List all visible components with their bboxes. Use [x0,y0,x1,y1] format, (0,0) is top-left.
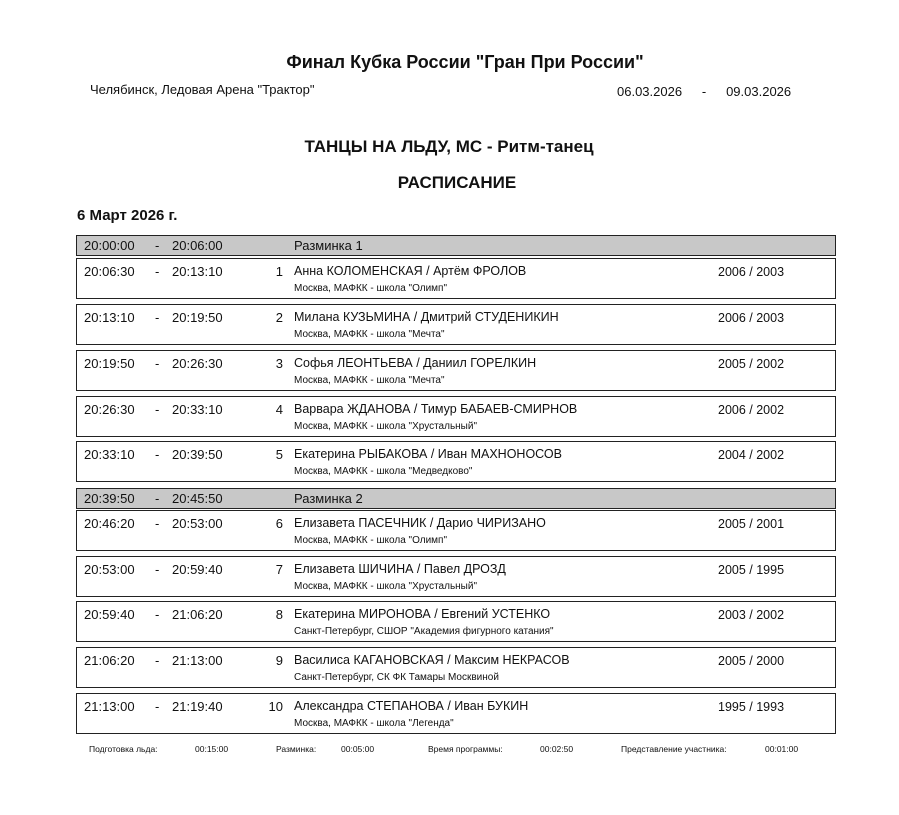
club: Москва, МАФКК - школа "Хрустальный" [294,581,478,592]
entry-row [76,258,836,299]
start-time: 20:26:30 [84,402,135,417]
time-dash: - [155,238,160,253]
start-number: 1 [275,264,283,279]
birth-years: 2005 / 2001 [718,517,785,531]
time-dash: - [155,310,160,325]
start-number: 4 [275,402,283,417]
start-number: 3 [275,356,283,371]
birth-years: 2005 / 2000 [718,654,785,668]
end-time: 20:06:00 [172,238,223,253]
start-number: 7 [275,562,283,577]
couple-names: Василиса КАГАНОВСКАЯ / Максим НЕКРАСОВ [294,653,570,667]
program-time-value: 00:02:50 [540,744,574,754]
couple-names: Александра СТЕПАНОВА / Иван БУКИН [294,699,529,713]
start-time: 21:06:20 [84,653,135,668]
entry-row [76,350,836,391]
couple-names: Екатерина МИРОНОВА / Евгений УСТЕНКО [294,607,551,621]
entry-row [76,556,836,597]
birth-years: 2004 / 2002 [718,448,785,462]
time-dash: - [155,516,160,531]
time-dash: - [155,653,160,668]
entry-row [76,510,836,551]
start-number: 2 [275,310,283,325]
ice-prep-label: Подготовка льда: [89,744,158,754]
club: Москва, МАФКК - школа "Олимп" [294,535,448,546]
couple-names: Елизавета ПАСЕЧНИК / Дарио ЧИРИЗАНО [294,516,546,530]
end-time: 20:33:10 [172,402,223,417]
start-time: 21:13:00 [84,699,135,714]
start-number: 5 [275,447,283,462]
club: Москва, МАФКК - школа "Медведково" [294,466,473,477]
date-end: 09.03.2026 [726,84,792,99]
end-time: 21:19:40 [172,699,223,714]
schedule-heading: РАСПИСАНИЕ [397,173,517,192]
start-number: 6 [275,516,283,531]
birth-years: 2006 / 2002 [718,403,785,417]
time-dash: - [155,491,160,506]
time-dash: - [155,447,160,462]
warmup-duration-label: Разминка: [276,744,317,754]
date-start: 06.03.2026 [617,84,683,99]
start-number: 8 [275,607,283,622]
date-range [617,84,791,99]
club: Москва, МАФКК - школа "Олимп" [294,283,448,294]
ice-prep-value: 00:15:00 [195,744,229,754]
competition-title: Финал Кубка России "Гран При России" [286,52,644,72]
birth-years: 2006 / 2003 [718,311,785,325]
time-dash: - [155,402,160,417]
entry-row [76,647,836,688]
warmup-label: Разминка 1 [294,238,363,253]
birth-years: 1995 / 1993 [718,700,785,714]
start-time: 20:13:10 [84,310,135,325]
warmup-label: Разминка 2 [294,491,363,506]
end-time: 20:39:50 [172,447,223,462]
start-time: 20:19:50 [84,356,135,371]
couple-names: Екатерина РЫБАКОВА / Иван МАХНОНОСОВ [294,447,562,461]
intro-time-label: Представление участника: [621,744,727,754]
time-dash: - [155,607,160,622]
end-time: 20:19:50 [172,310,223,325]
club: Санкт-Петербург, СК ФК Тамары Москвиной [294,672,499,683]
birth-years: 2006 / 2003 [718,265,785,279]
entry-row [76,441,836,482]
couple-names: Елизавета ШИЧИНА / Павел ДРОЗД [294,562,506,576]
venue: Челябинск, Ледовая Арена "Трактор" [90,82,315,97]
start-number: 10 [268,699,283,714]
start-time: 20:33:10 [84,447,135,462]
club: Москва, МАФКК - школа "Хрустальный" [294,421,478,432]
couple-names: Анна КОЛОМЕНСКАЯ / Артём ФРОЛОВ [294,264,527,278]
club: Санкт-Петербург, СШОР "Академия фигурного катания" [294,626,554,637]
day-heading: 6 Март 2026 г. [77,207,178,224]
end-time: 20:53:00 [172,516,223,531]
warmup-row [76,235,836,256]
time-dash: - [155,699,160,714]
couple-names: Милана КУЗЬМИНА / Дмитрий СТУДЕНИКИН [294,310,559,324]
entry-row [76,693,836,734]
event-title: ТАНЦЫ НА ЛЬДУ, МС - Ритм-танец [304,137,594,156]
birth-years: 2003 / 2002 [718,608,785,622]
entry-row [76,396,836,437]
birth-years: 2005 / 2002 [718,357,785,371]
end-time: 20:13:10 [172,264,223,279]
end-time: 21:13:00 [172,653,223,668]
couple-names: Варвара ЖДАНОВА / Тимур БАБАЕВ-СМИРНОВ [294,402,578,416]
time-dash: - [155,562,160,577]
end-time: 20:26:30 [172,356,223,371]
start-time: 20:46:20 [84,516,135,531]
start-number: 9 [275,653,283,668]
end-time: 20:59:40 [172,562,223,577]
warmup-duration-value: 00:05:00 [341,744,375,754]
end-time: 20:45:50 [172,491,223,506]
start-time: 20:59:40 [84,607,135,622]
program-time-label: Время программы: [428,744,503,754]
warmup-row [76,488,836,509]
start-time: 20:00:00 [84,238,135,253]
entry-row [76,601,836,642]
intro-time-value: 00:01:00 [765,744,799,754]
club: Москва, МАФКК - школа "Мечта" [294,375,445,386]
time-dash: - [155,356,160,371]
club: Москва, МАФКК - школа "Мечта" [294,329,445,340]
entry-row [76,304,836,345]
birth-years: 2005 / 1995 [718,563,785,577]
start-time: 20:39:50 [84,491,135,506]
date-separator: - [701,84,707,99]
start-time: 20:53:00 [84,562,135,577]
start-time: 20:06:30 [84,264,135,279]
time-dash: - [155,264,160,279]
end-time: 21:06:20 [172,607,223,622]
club: Москва, МАФКК - школа "Легенда" [294,718,454,729]
couple-names: Софья ЛЕОНТЬЕВА / Даниил ГОРЕЛКИН [294,356,537,370]
